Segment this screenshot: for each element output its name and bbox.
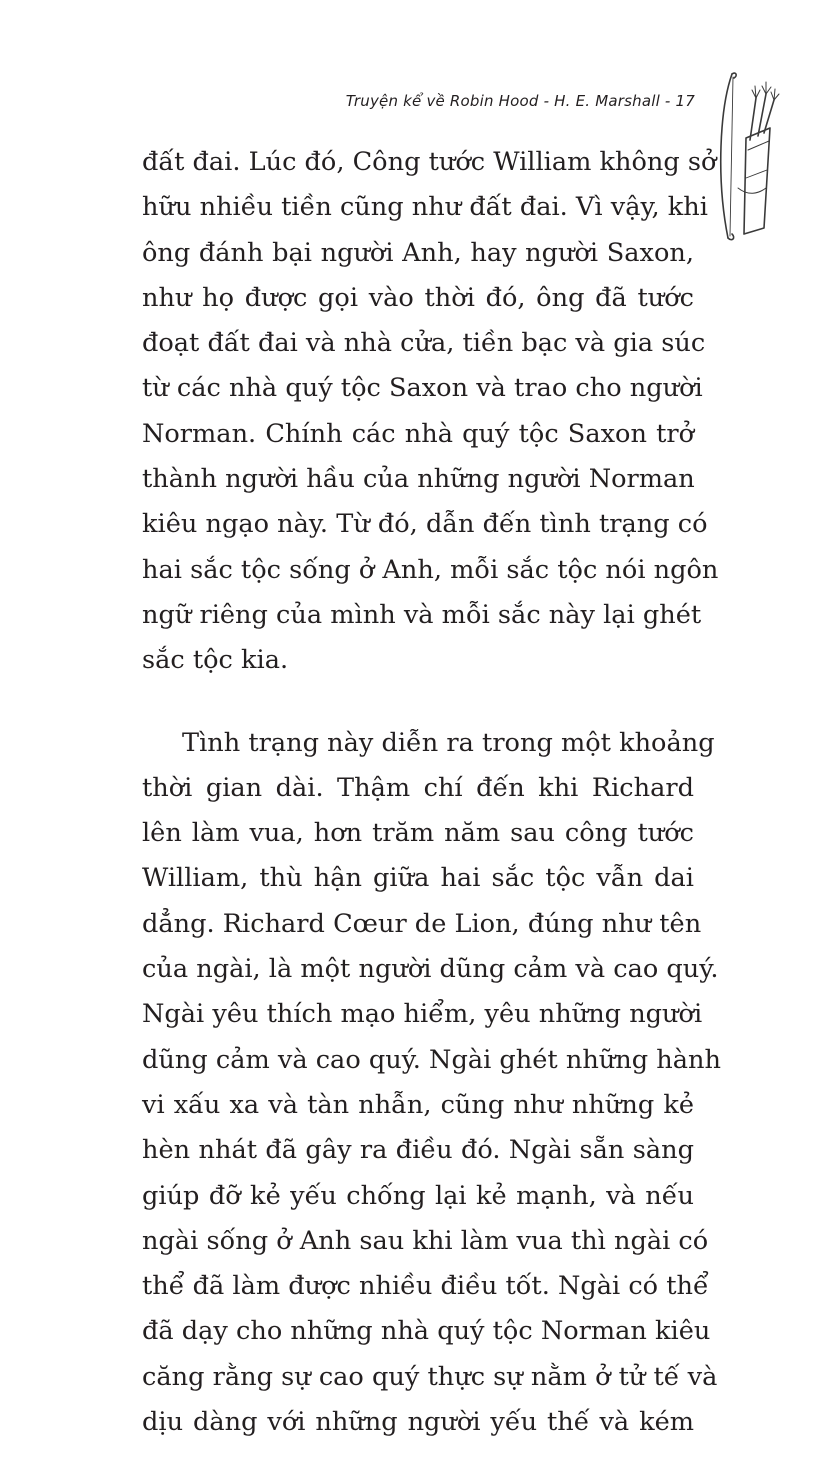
text-line: vi xấu xa và tàn nhẫn, cũng như những kẻ bbox=[142, 1089, 694, 1120]
text-line: dịu dàng với những người yếu thế và kém bbox=[142, 1407, 694, 1438]
text-line: đã dạy cho những nhà quý tộc Norman kiêu bbox=[142, 1316, 711, 1347]
paragraph-2 bbox=[142, 721, 722, 1446]
text-line: hữu nhiều tiền cũng như đất đai. Vì vậy, khi bbox=[142, 192, 708, 223]
paragraph-spacer bbox=[142, 684, 694, 721]
text-line: đoạt đất đai và nhà cửa, tiền bạc và gia súc bbox=[142, 328, 706, 359]
text-line: căng rằng sự cao quý thực sự nằm ở tử tế và bbox=[142, 1361, 718, 1392]
text-line: đất đai. Lúc đó, Công tước William không sở bbox=[142, 147, 717, 177]
text-line: Norman. Chính các nhà quý tộc Saxon trở bbox=[142, 418, 694, 449]
text-line: hai sắc tộc sống ở Anh, mỗi sắc tộc nói ngôn bbox=[142, 554, 719, 585]
text-line: thời gian dài. Thậm chí đến khi Richard bbox=[142, 772, 694, 803]
text-line: ngài sống ở Anh sau khi làm vua thì ngài có bbox=[142, 1225, 709, 1256]
text-line: hèn nhát đã gây ra điều đó. Ngài sẵn sàng bbox=[142, 1135, 694, 1166]
text-line: dũng cảm và cao quý. Ngài ghét những hành bbox=[142, 1044, 722, 1075]
text-line: William, thù hận giữa hai sắc tộc vẫn dai bbox=[142, 863, 694, 894]
text-line: sắc tộc kia. bbox=[142, 645, 289, 676]
text-line: từ các nhà quý tộc Saxon và trao cho người bbox=[142, 373, 703, 404]
text-line: thể đã làm được nhiều điều tốt. Ngài có thể bbox=[142, 1271, 709, 1302]
text-line: dẳng. Richard Cœur de Lion, đúng như tên bbox=[142, 908, 702, 939]
body-text bbox=[142, 140, 722, 1445]
text-line: như họ được gọi vào thời đó, ông đã tước bbox=[142, 282, 694, 313]
text-line: thành người hầu của những người Norman bbox=[142, 464, 695, 495]
running-header: Truyện kể về Robin Hood - H. E. Marshall - 17 bbox=[345, 92, 695, 110]
text-line: lên làm vua, hơn trăm năm sau công tước bbox=[142, 818, 694, 849]
text-line: kiêu ngạo này. Từ đó, dẫn đến tình trạng có bbox=[142, 509, 708, 540]
text-line: của ngài, là một người dũng cảm và cao quý. bbox=[142, 954, 719, 985]
text-line: ngữ riêng của mình và mỗi sắc này lại ghét bbox=[142, 599, 702, 630]
text-line: Ngài yêu thích mạo hiểm, yêu những người bbox=[142, 999, 703, 1030]
text-line: Tình trạng này diễn ra trong một khoảng bbox=[182, 727, 715, 758]
paragraph-1 bbox=[142, 140, 719, 684]
text-line: ông đánh bại người Anh, hay người Saxon, bbox=[142, 237, 694, 268]
text-line: giúp đỡ kẻ yếu chống lại kẻ mạnh, và nếu bbox=[142, 1180, 694, 1211]
bow-and-quiver-icon bbox=[708, 68, 788, 248]
